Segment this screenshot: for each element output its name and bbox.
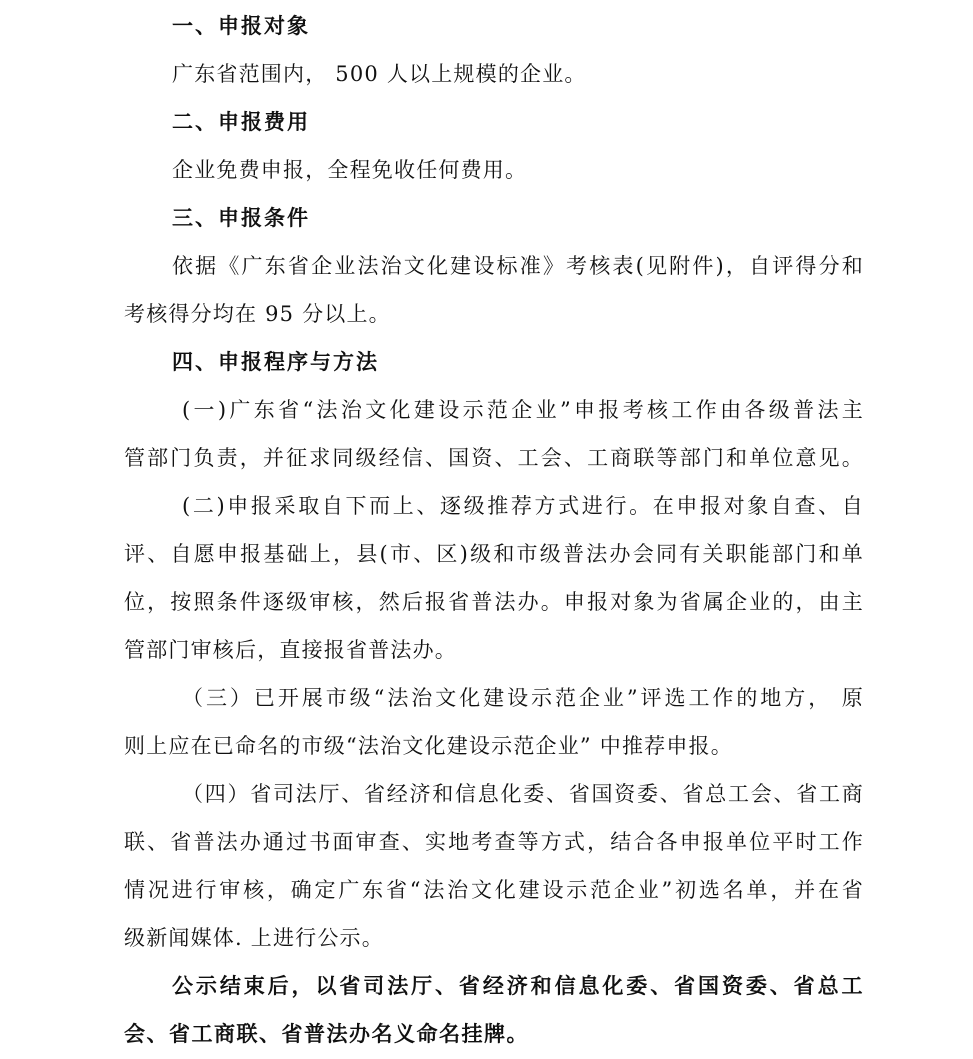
procedure-4-line-4: 级新闻媒体. 上进行公示。: [124, 926, 384, 950]
procedure-2-line-3: 位，按照条件逐级审核，然后报省普法办。申报对象为省属企业的，由主: [124, 590, 864, 614]
section-heading-conditions: 三、申报条件: [172, 206, 310, 230]
conclusion-line-2: 会、省工商联、省普法办名义命名挂牌。: [124, 1022, 529, 1046]
section-text-applicants: 广东省范围内， 500 人以上规模的企业。: [172, 62, 587, 86]
procedure-1-line-1: (一)广东省“法治文化建设示范企业”申报考核工作由各级普法主: [182, 398, 864, 422]
procedure-2-line-2: 评、自愿申报基础上，县(市、区)级和市级普法办会同有关职能部门和单: [124, 542, 864, 566]
procedure-4-line-3: 情况进行审核，确定广东省“法治文化建设示范企业”初选名单，并在省: [124, 878, 864, 902]
section-heading-fees: 二、申报费用: [172, 110, 310, 134]
conclusion-line-1: 公示结束后，以省司法厅、省经济和信息化委、省国资委、省总工: [172, 974, 864, 998]
procedure-4-line-2: 联、省普法办通过书面审查、实地考查等方式，结合各申报单位平时工作: [124, 830, 864, 854]
procedure-3-line-1: （三）已开展市级“法治文化建设示范企业”评选工作的地方， 原: [182, 686, 864, 710]
section-heading-procedure: 四、申报程序与方法: [172, 350, 379, 374]
procedure-2-line-1: (二)申报采取自下而上、逐级推荐方式进行。在申报对象自查、自: [182, 494, 864, 518]
section-text-conditions-2: 考核得分均在 95 分以上。: [124, 302, 391, 326]
section-text-fees: 企业免费申报，全程免收任何费用。: [172, 158, 528, 182]
section-heading-applicants: 一、申报对象: [172, 14, 310, 38]
procedure-1-line-2: 管部门负责，并征求同级经信、国资、工会、工商联等部门和单位意见。: [124, 446, 864, 470]
procedure-2-line-4: 管部门审核后，直接报省普法办。: [124, 638, 457, 662]
procedure-3-line-2: 则上应在已命名的市级“法治文化建设示范企业” 中推荐申报。: [124, 734, 733, 758]
section-text-conditions-1: 依据《广东省企业法治文化建设标准》考核表(见附件)，自评得分和: [172, 254, 864, 278]
procedure-4-line-1: （四）省司法厅、省经济和信息化委、省国资委、省总工会、省工商: [182, 782, 864, 806]
